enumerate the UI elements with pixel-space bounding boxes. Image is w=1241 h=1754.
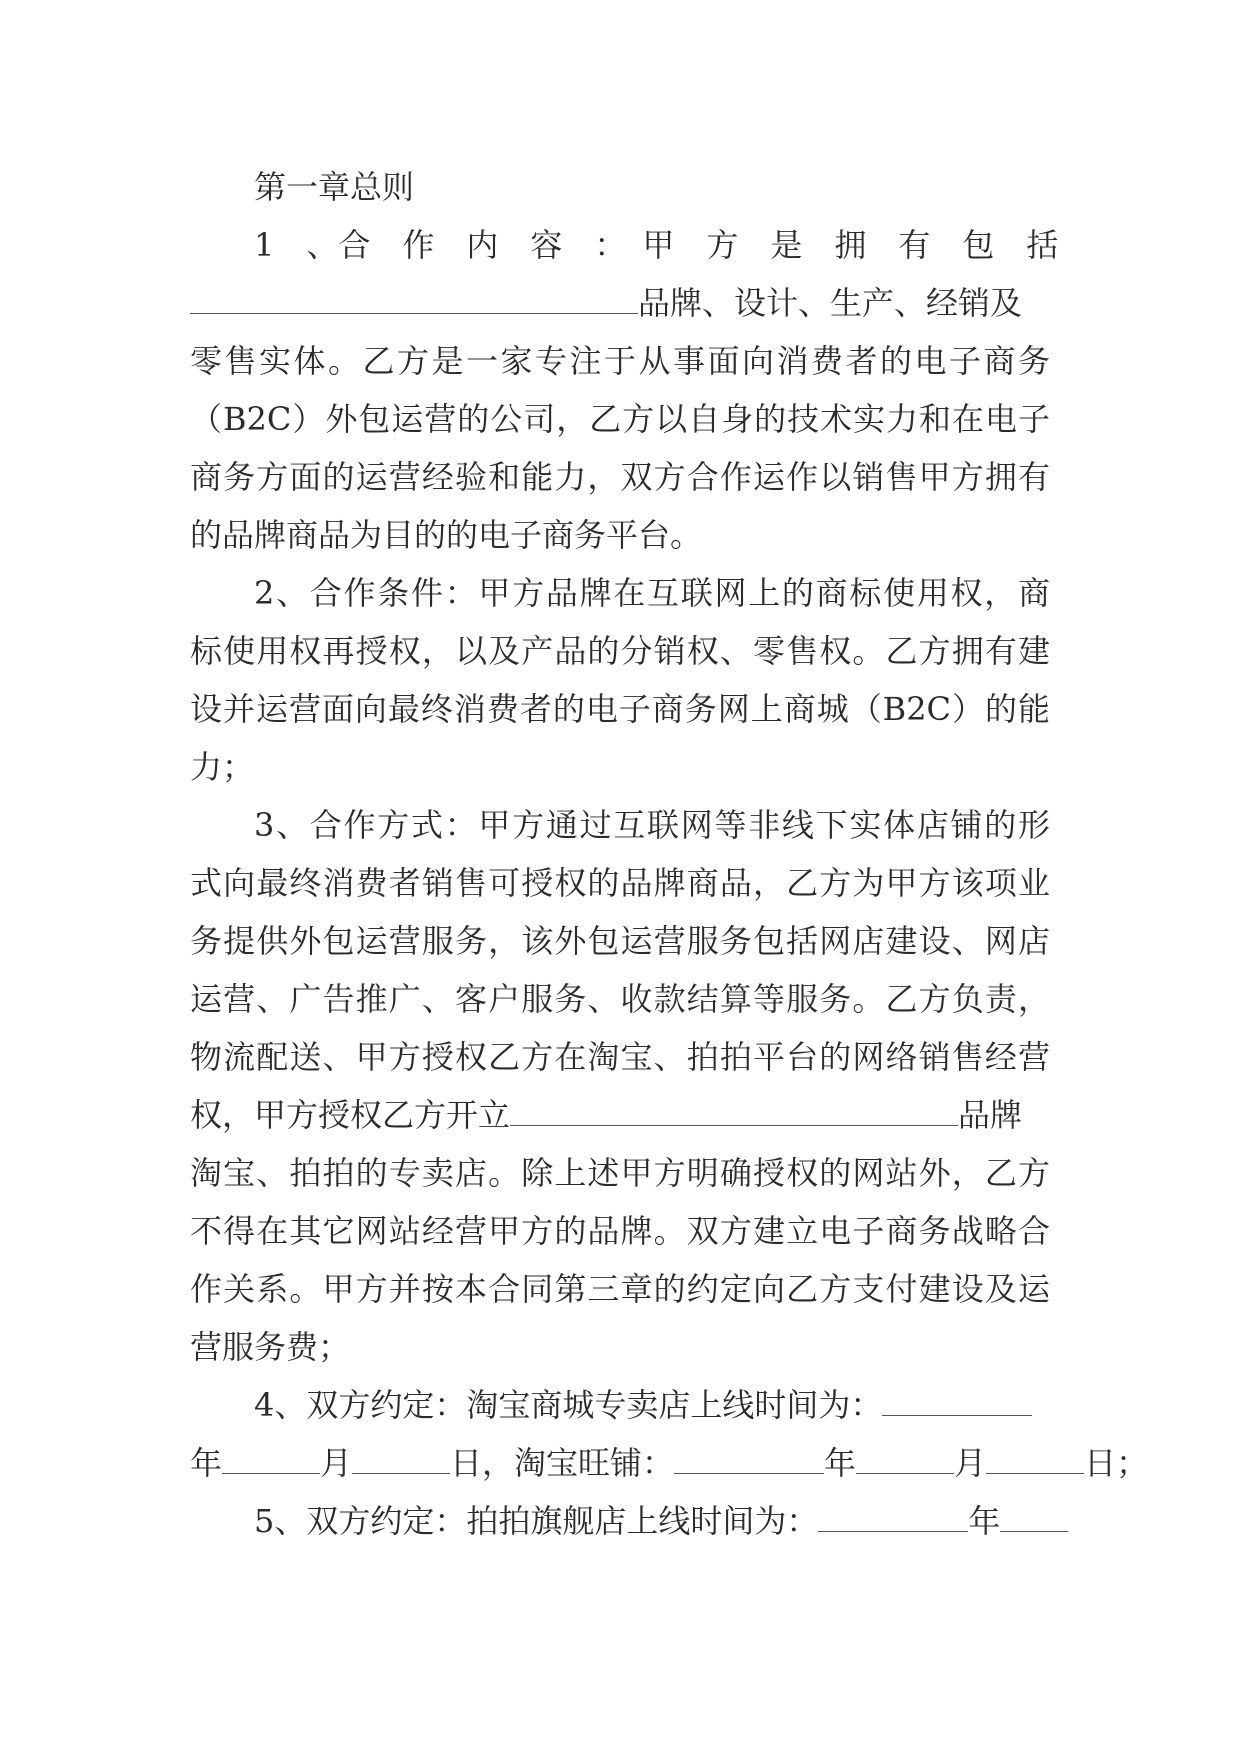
- p4-line-1-text: 4、双方约定：淘宝商城专卖店上线时间为：: [254, 1386, 883, 1424]
- p3-line-5: 物流配送、甲方授权乙方在淘宝、拍拍平台的网络销售经营: [190, 1038, 1050, 1076]
- brand-name-blank: [510, 1091, 958, 1126]
- p1-line-4: （B2C）外包运营的公司，乙方以自身的技术实力和在电子: [190, 400, 1050, 438]
- paipai-year-blank: [818, 1497, 968, 1532]
- p3-line-6-text: 权，甲方授权乙方开立: [190, 1096, 511, 1134]
- p3-line-4: 运营、广告推广、客户服务、收款结算等服务。乙方负责，: [190, 980, 1050, 1018]
- p1-line-5: 商务方面的运营经验和能力，双方合作运作以销售甲方拥有: [190, 458, 1050, 496]
- day-sep-label: 日，淘宝旺铺：: [450, 1444, 675, 1482]
- paipai-month-blank: [1000, 1497, 1068, 1532]
- p1-line-3: 零售实体。乙方是一家专注于从事面向消费者的电子商务: [190, 342, 1050, 380]
- brand-blank: [190, 279, 638, 314]
- p4-line-2: [190, 1434, 1149, 1492]
- year-label: 年: [190, 1444, 223, 1482]
- p1-line-1: 1 、合 作 内 容 ： 甲 方 是 拥 有 包 括: [254, 226, 1059, 264]
- wangpu-day-blank: [986, 1439, 1084, 1474]
- p2-line-1: 2、合作条件：甲方品牌在互联网上的商标使用权，商: [254, 574, 1050, 612]
- month-label: 月: [320, 1444, 353, 1482]
- p3-line-7: 淘宝、拍拍的专卖店。除上述甲方明确授权的网站外，乙方: [190, 1154, 1050, 1192]
- p2-line-4: 力；: [190, 748, 255, 786]
- p1-line-2: [190, 274, 1050, 332]
- p1-line-6: 的品牌商品为目的的电子商务平台。: [190, 516, 703, 554]
- p4-line-1: [190, 1376, 1050, 1434]
- p3-line-6: [190, 1086, 1050, 1144]
- p2-line-2: 标使用权再授权，以及产品的分销权、零售权。乙方拥有建: [190, 632, 1050, 670]
- document-body: [190, 158, 1149, 1550]
- p3-line-1: 3、合作方式：甲方通过互联网等非线下实体店铺的形: [254, 806, 1050, 844]
- p3-line-3: 务提供外包运营服务，该外包运营服务包括网店建设、网店: [190, 922, 1050, 960]
- p3-line-2: 式向最终消费者销售可授权的品牌商品，乙方为甲方该项业: [190, 864, 1050, 902]
- p3-line-9: 作关系。甲方并按本合同第三章的约定向乙方支付建设及运: [190, 1270, 1050, 1308]
- p1-line-2-text: 品牌、设计、生产、经销及: [638, 284, 1023, 322]
- tmall-day-blank: [352, 1439, 450, 1474]
- p3-line-8: 不得在其它网站经营甲方的品牌。双方建立电子商务战略合: [190, 1212, 1050, 1250]
- p5-year-label: 年: [968, 1502, 1001, 1540]
- day-end-label: 日；: [1084, 1444, 1149, 1482]
- tmall-year-blank: [882, 1381, 1032, 1416]
- p3-line-10: 营服务费；: [190, 1328, 351, 1366]
- wangpu-year-blank: [674, 1439, 824, 1474]
- tmall-month-blank: [222, 1439, 320, 1474]
- p5-line-1: [190, 1492, 1050, 1550]
- year-label-2: 年: [824, 1444, 857, 1482]
- month-label-2: 月: [954, 1444, 987, 1482]
- p3-line-6-tail: 品牌: [958, 1096, 1023, 1134]
- chapter-title: 第一章总则: [254, 168, 415, 206]
- p2-line-3: 设并运营面向最终消费者的电子商务网上商城（B2C）的能: [190, 690, 1050, 728]
- p5-line-1-text: 5、双方约定：拍拍旗舰店上线时间为：: [254, 1502, 819, 1540]
- wangpu-month-blank: [856, 1439, 954, 1474]
